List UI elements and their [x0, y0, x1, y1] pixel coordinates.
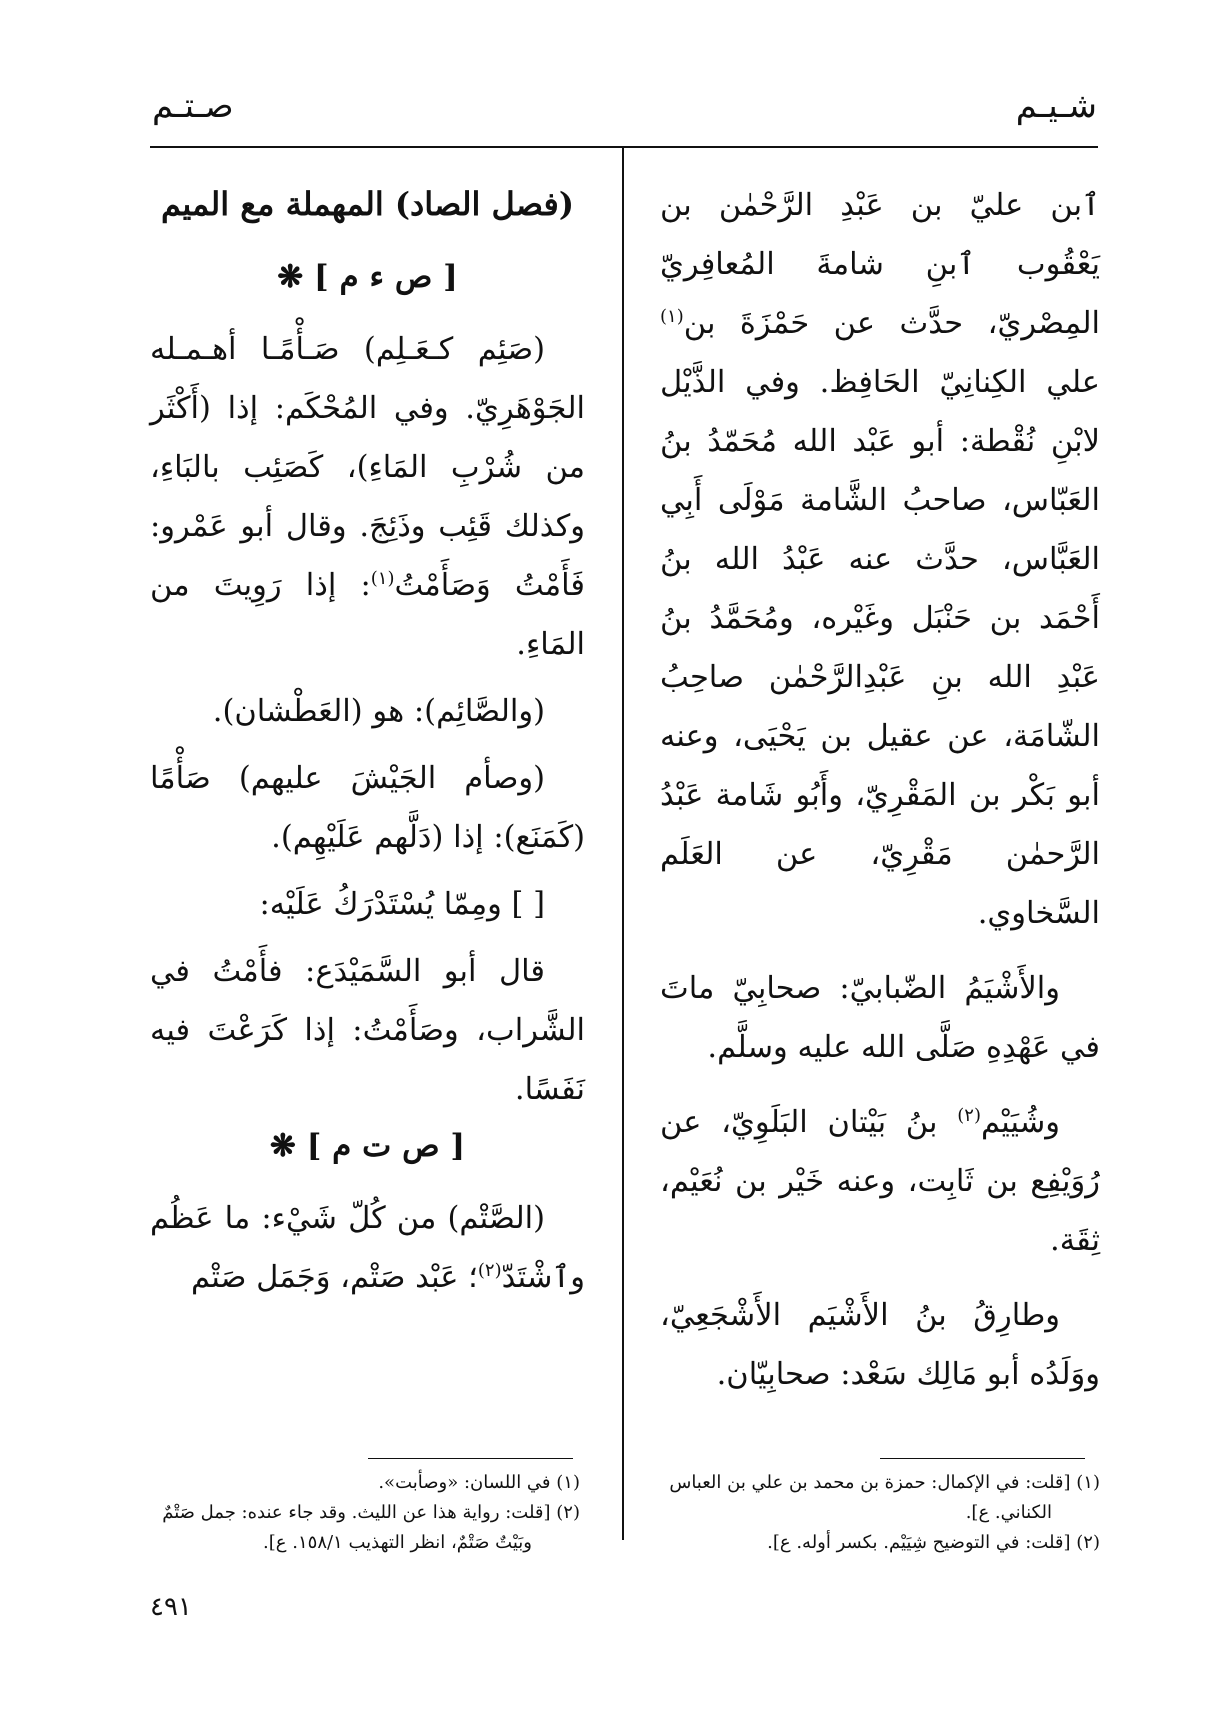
header-rule	[150, 146, 1098, 148]
paragraph-text: (الصَّتْم) من كُلّ شَيْء: ما عَظُم وٱشْتَدّ	[150, 1201, 585, 1295]
right-column	[660, 176, 1100, 1404]
entry-paragraph	[150, 1189, 585, 1307]
footnote: (٢) [قلت: رواية هذا عن الليث. وقد جاء عنده: جمل صَتْمٌ وبَيْتٌ صَتْمٌ، انظر التهذيب ١٥٨/١. ع].	[162, 1502, 580, 1553]
column-divider	[622, 148, 624, 1540]
paragraph-text: ٱبن عليّ بن عَبْدِ الرَّحْمٰن بن يَعْقُوب ٱبنِ شامةَ المُعافِريّ المِصْريّ، حدَّث عن حَمْزَةَ بن	[660, 188, 1100, 341]
root-heading: [ ص ء م ] ❋	[277, 259, 458, 295]
footnote-ref: (١)	[660, 305, 684, 327]
paragraph-text: علي الكِنانِيّ الحَافِظ. وفي الذَّيْل لابْنِ نُقْطة: أبو عَبْد الله مُحَمّدُ بنُ العَبّاس، صاحبُ الشَّامة مَوْلَى أَبِي العَبَّاس، حدَّث عنه عَبْدُ الله بنُ أَحْمَد بن حَنْبَل وغَيْره، ومُحَمَّدُ بنُ عَبْدِ الله بنِ عَبْدِالرَّحْمٰن صاحِبُ الشّامَة، عن عقيل بن يَحْيَى، وعنه أبو بَكْر بن المَقْرِيّ، وأَبُو شَامة عَبْدُ الرَّحمٰن مَقْرِيّ، عن العَلَم السَّخاوي.	[660, 365, 1100, 931]
paragraph-text: (صَئِم كـعَـلِم) صَـأْمًـا أهـمـله الجَوْهَرِيّ. وفي المُحْكَم: إذا (أَكْثَر من شُرْبِ المَاءِ)، كَصَئِب بالبَاءِ، وكذلك قَئِب وذَئِجَ. وقال أبو عَمْرو: فَأَمْتُ وَصَأَمْتُ	[150, 332, 586, 603]
entry-paragraph: قال أبو السَّمَيْدَع: فأَمْتُ في الشَّراب، وصَأَمْتُ: إذا كَرَعْتَ فيه نَفَسًا.	[150, 954, 585, 1107]
header-right-keyword: شـيـم	[1015, 86, 1097, 126]
footnote-rule	[368, 1458, 573, 1459]
addendum-heading: [ ] ومِمّا يُسْتَدْرَكُ عَلَيْه:	[259, 887, 545, 922]
footnote-ref: (٢)	[957, 1104, 981, 1126]
footnote: (٢) [قلت: في التوضيح شِيَيْم. بكسر أوله. ع].	[767, 1532, 1100, 1553]
entry-paragraph: (والصَّائِم): هو (العَطْشان).	[212, 694, 545, 729]
entry-paragraph	[660, 1093, 1100, 1270]
left-column	[150, 176, 585, 1307]
paragraph-text: : إذا رَوِيتَ من المَاءِ.	[150, 568, 585, 662]
footnote-ref: (١)	[370, 567, 395, 589]
entry-paragraph	[660, 176, 1100, 943]
footnote: (١) في اللسان: «وصأبت».	[378, 1472, 580, 1493]
paragraph-text: وشُيَيْم	[981, 1105, 1060, 1140]
footnote-rule	[880, 1458, 1085, 1459]
footnote: (١) [قلت: في الإكمال: حمزة بن محمد بن علي بن العباس الكناني. ع].	[669, 1472, 1100, 1523]
section-title: (فصل الصاد) المهملة مع الميم	[161, 185, 574, 223]
footnotes-right	[660, 1468, 1100, 1558]
paragraph-text: بنُ بَيْتان البَلَوِيّ، عن رُوَيْفِع بن ثَابِت، وعنه خَيْر بن نُعَيْم، ثِقَة.	[660, 1105, 1100, 1258]
page-number: ٤٩١	[150, 1592, 192, 1622]
paragraph-text: ؛ عَبْد صَتْم، وَجَمَل صَتْم	[191, 1260, 478, 1295]
entry-paragraph	[150, 320, 585, 674]
entry-paragraph: وطارِقُ بنُ الأَشْيَم الأَشْجَعِيّ، ووَلَدُه أبو مَالِك سَعْد: صحابِيّان.	[660, 1298, 1100, 1392]
entry-paragraph: والأَشْيَمُ الضّبابيّ: صحابِيّ ماتَ في عَهْدِهِ صَلَّى الله عليه وسلَّم.	[660, 971, 1100, 1065]
footnotes-left	[150, 1468, 580, 1558]
header-left-keyword: صـتـم	[152, 86, 234, 126]
entry-paragraph: (وصأم الجَيْشَ عليهم) صَأْمًا (كَمَنَع): إذا (دَلَّهم عَلَيْهِم).	[150, 761, 585, 855]
root-heading: [ ص ت م ] ❋	[269, 1128, 466, 1164]
footnote-ref: (٢)	[477, 1259, 502, 1281]
